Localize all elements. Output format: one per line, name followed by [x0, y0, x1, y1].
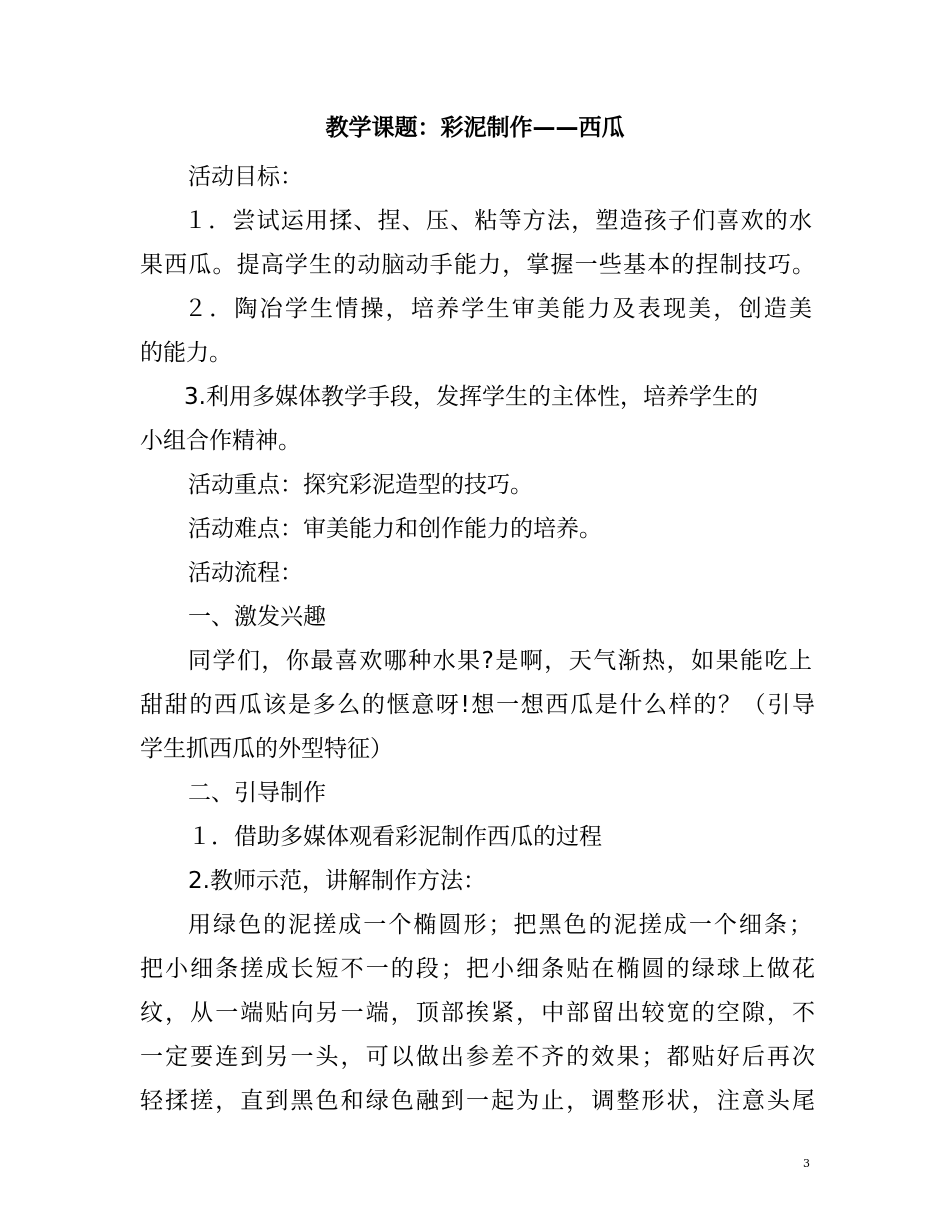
- paragraph-line: １．借助多媒体观看彩泥制作西瓜的过程: [188, 824, 602, 850]
- section-heading-objectives: 活动目标：: [188, 164, 303, 190]
- paragraph-line: 小组合作精神。: [140, 428, 301, 454]
- difficulty-line: 活动难点：审美能力和创作能力的培养。: [188, 516, 602, 542]
- paragraph-line: 的能力。: [140, 340, 232, 366]
- section-heading-process: 活动流程：: [188, 560, 303, 586]
- paragraph-line: 学生抓西瓜的外型特征）: [140, 736, 393, 762]
- paragraph-line: 纹，从一端贴向另一端，顶部挨紧，中部留出较宽的空隙，不: [140, 1000, 815, 1026]
- paragraph-line: 甜甜的西瓜该是多么的惬意呀!想一想西瓜是什么样的？（引导: [140, 692, 815, 718]
- paragraph-line: 果西瓜。提高学生的动脑动手能力，掌握一些基本的捏制技巧。: [140, 252, 815, 278]
- paragraph-line: ２．陶冶学生情操，培养学生审美能力及表现美，创造美: [184, 296, 812, 322]
- paragraph-line: １．尝试运用揉、捏、压、粘等方法，塑造孩子们喜欢的水: [184, 208, 812, 234]
- key-point-line: 活动重点：探究彩泥造型的技巧。: [188, 472, 533, 498]
- page-number: 3: [803, 1157, 810, 1170]
- subsection-heading-interest: 一、激发兴趣: [188, 604, 326, 630]
- subsection-heading-guidance: 二、引导制作: [188, 780, 326, 806]
- paragraph-line: 用绿色的泥搓成一个椭圆形；把黑色的泥搓成一个细条；: [188, 912, 812, 938]
- paragraph-line: 把小细条搓成长短不一的段；把小细条贴在椭圆的绿球上做花: [140, 956, 815, 982]
- paragraph-line: 2.教师示范，讲解制作方法：: [188, 868, 486, 894]
- paragraph-line: 同学们，你最喜欢哪种水果?是啊，天气渐热，如果能吃上: [188, 648, 812, 674]
- paragraph-line: 轻揉搓，直到黑色和绿色融到一起为止，调整形状，注意头尾: [140, 1088, 815, 1114]
- paragraph-line: 3.利用多媒体教学手段，发挥学生的主体性，培养学生的: [184, 384, 758, 410]
- document-title: 教学课题：彩泥制作——西瓜: [325, 115, 625, 141]
- paragraph-line: 一定要连到另一头，可以做出参差不齐的效果；都贴好后再次: [140, 1044, 815, 1070]
